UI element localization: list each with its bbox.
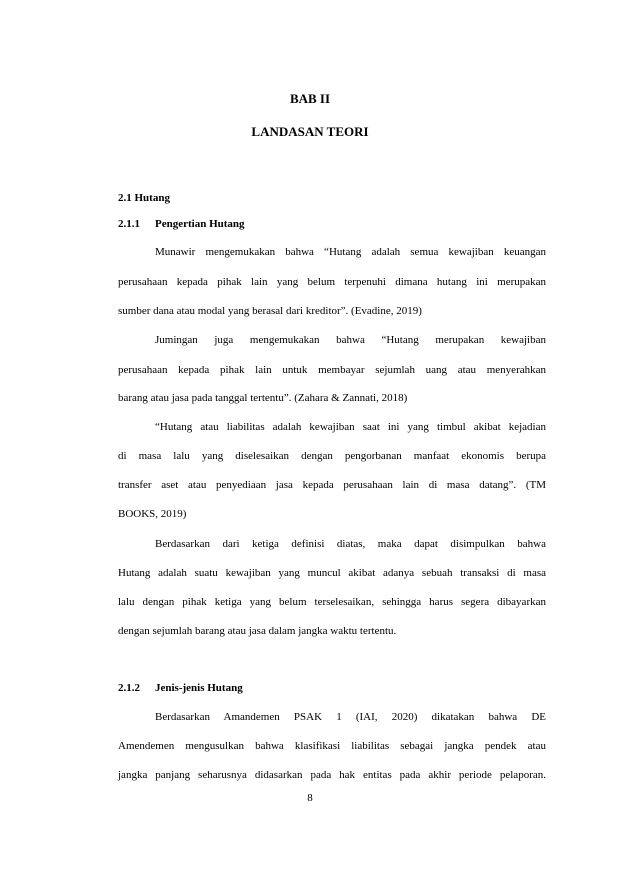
text-line: perusahaan kepada pihak lain untuk membayar sejumlah uang atau menyerahkan xyxy=(118,364,546,376)
text-line: perusahaan kepada pihak lain yang belum terpenuhi dimana hutang ini merupakan xyxy=(118,276,546,288)
text-line: Hutang adalah suatu kewajiban yang muncul akibat adanya sebuah transaksi di masa xyxy=(118,567,546,579)
section-heading-2-1-2 xyxy=(118,682,243,694)
section-title: Jenis-jenis Hutang xyxy=(155,682,243,694)
text-line: jangka panjang seharusnya didasarkan pada hak entitas pada akhir periode pelaporan. xyxy=(118,769,546,781)
section-heading-2-1-1 xyxy=(118,218,245,230)
text-line: dengan sejumlah barang atau jasa dalam jangka waktu tertentu. xyxy=(118,625,397,637)
section-heading-2-1: 2.1 Hutang xyxy=(118,192,170,204)
page-number: 8 xyxy=(307,792,313,804)
text-line: Amendemen mengusulkan bahwa klasifikasi liabilitas sebagai jangka pendek atau xyxy=(118,740,546,752)
text-line: Munawir mengemukakan bahwa “Hutang adalah semua kewajiban keuangan xyxy=(155,246,546,258)
text-line: barang atau jasa pada tanggal tertentu”. (Zahara & Zannati, 2018) xyxy=(118,392,408,404)
text-line: “Hutang atau liabilitas adalah kewajiban saat ini yang timbul akibat kejadian xyxy=(155,421,546,433)
section-title: Pengertian Hutang xyxy=(155,218,245,230)
text-line: di masa lalu yang diselesaikan dengan pengorbanan manfaat ekonomis berupa xyxy=(118,450,546,462)
section-number: 2.1.1 xyxy=(118,218,140,230)
text-line: BOOKS, 2019) xyxy=(118,508,187,520)
chapter-label: BAB II xyxy=(289,91,331,106)
text-line: sumber dana atau modal yang berasal dari kreditor”. (Evadine, 2019) xyxy=(118,305,422,317)
chapter-title: LANDASAN TEORI xyxy=(251,124,369,139)
section-number: 2.1.2 xyxy=(118,682,140,694)
text-line: Jumingan juga mengemukakan bahwa “Hutang merupakan kewajiban xyxy=(155,334,546,346)
text-line: Berdasarkan Amandemen PSAK 1 (IAI, 2020) dikatakan bahwa DE xyxy=(155,711,546,723)
text-line: Berdasarkan dari ketiga definisi diatas, maka dapat disimpulkan bahwa xyxy=(155,538,546,550)
text-line: transfer aset atau penyediaan jasa kepada perusahaan lain di masa datang”. (TM xyxy=(118,479,546,491)
text-line: lalu dengan pihak ketiga yang belum terselesaikan, sehingga harus segera dibayarkan xyxy=(118,596,546,608)
